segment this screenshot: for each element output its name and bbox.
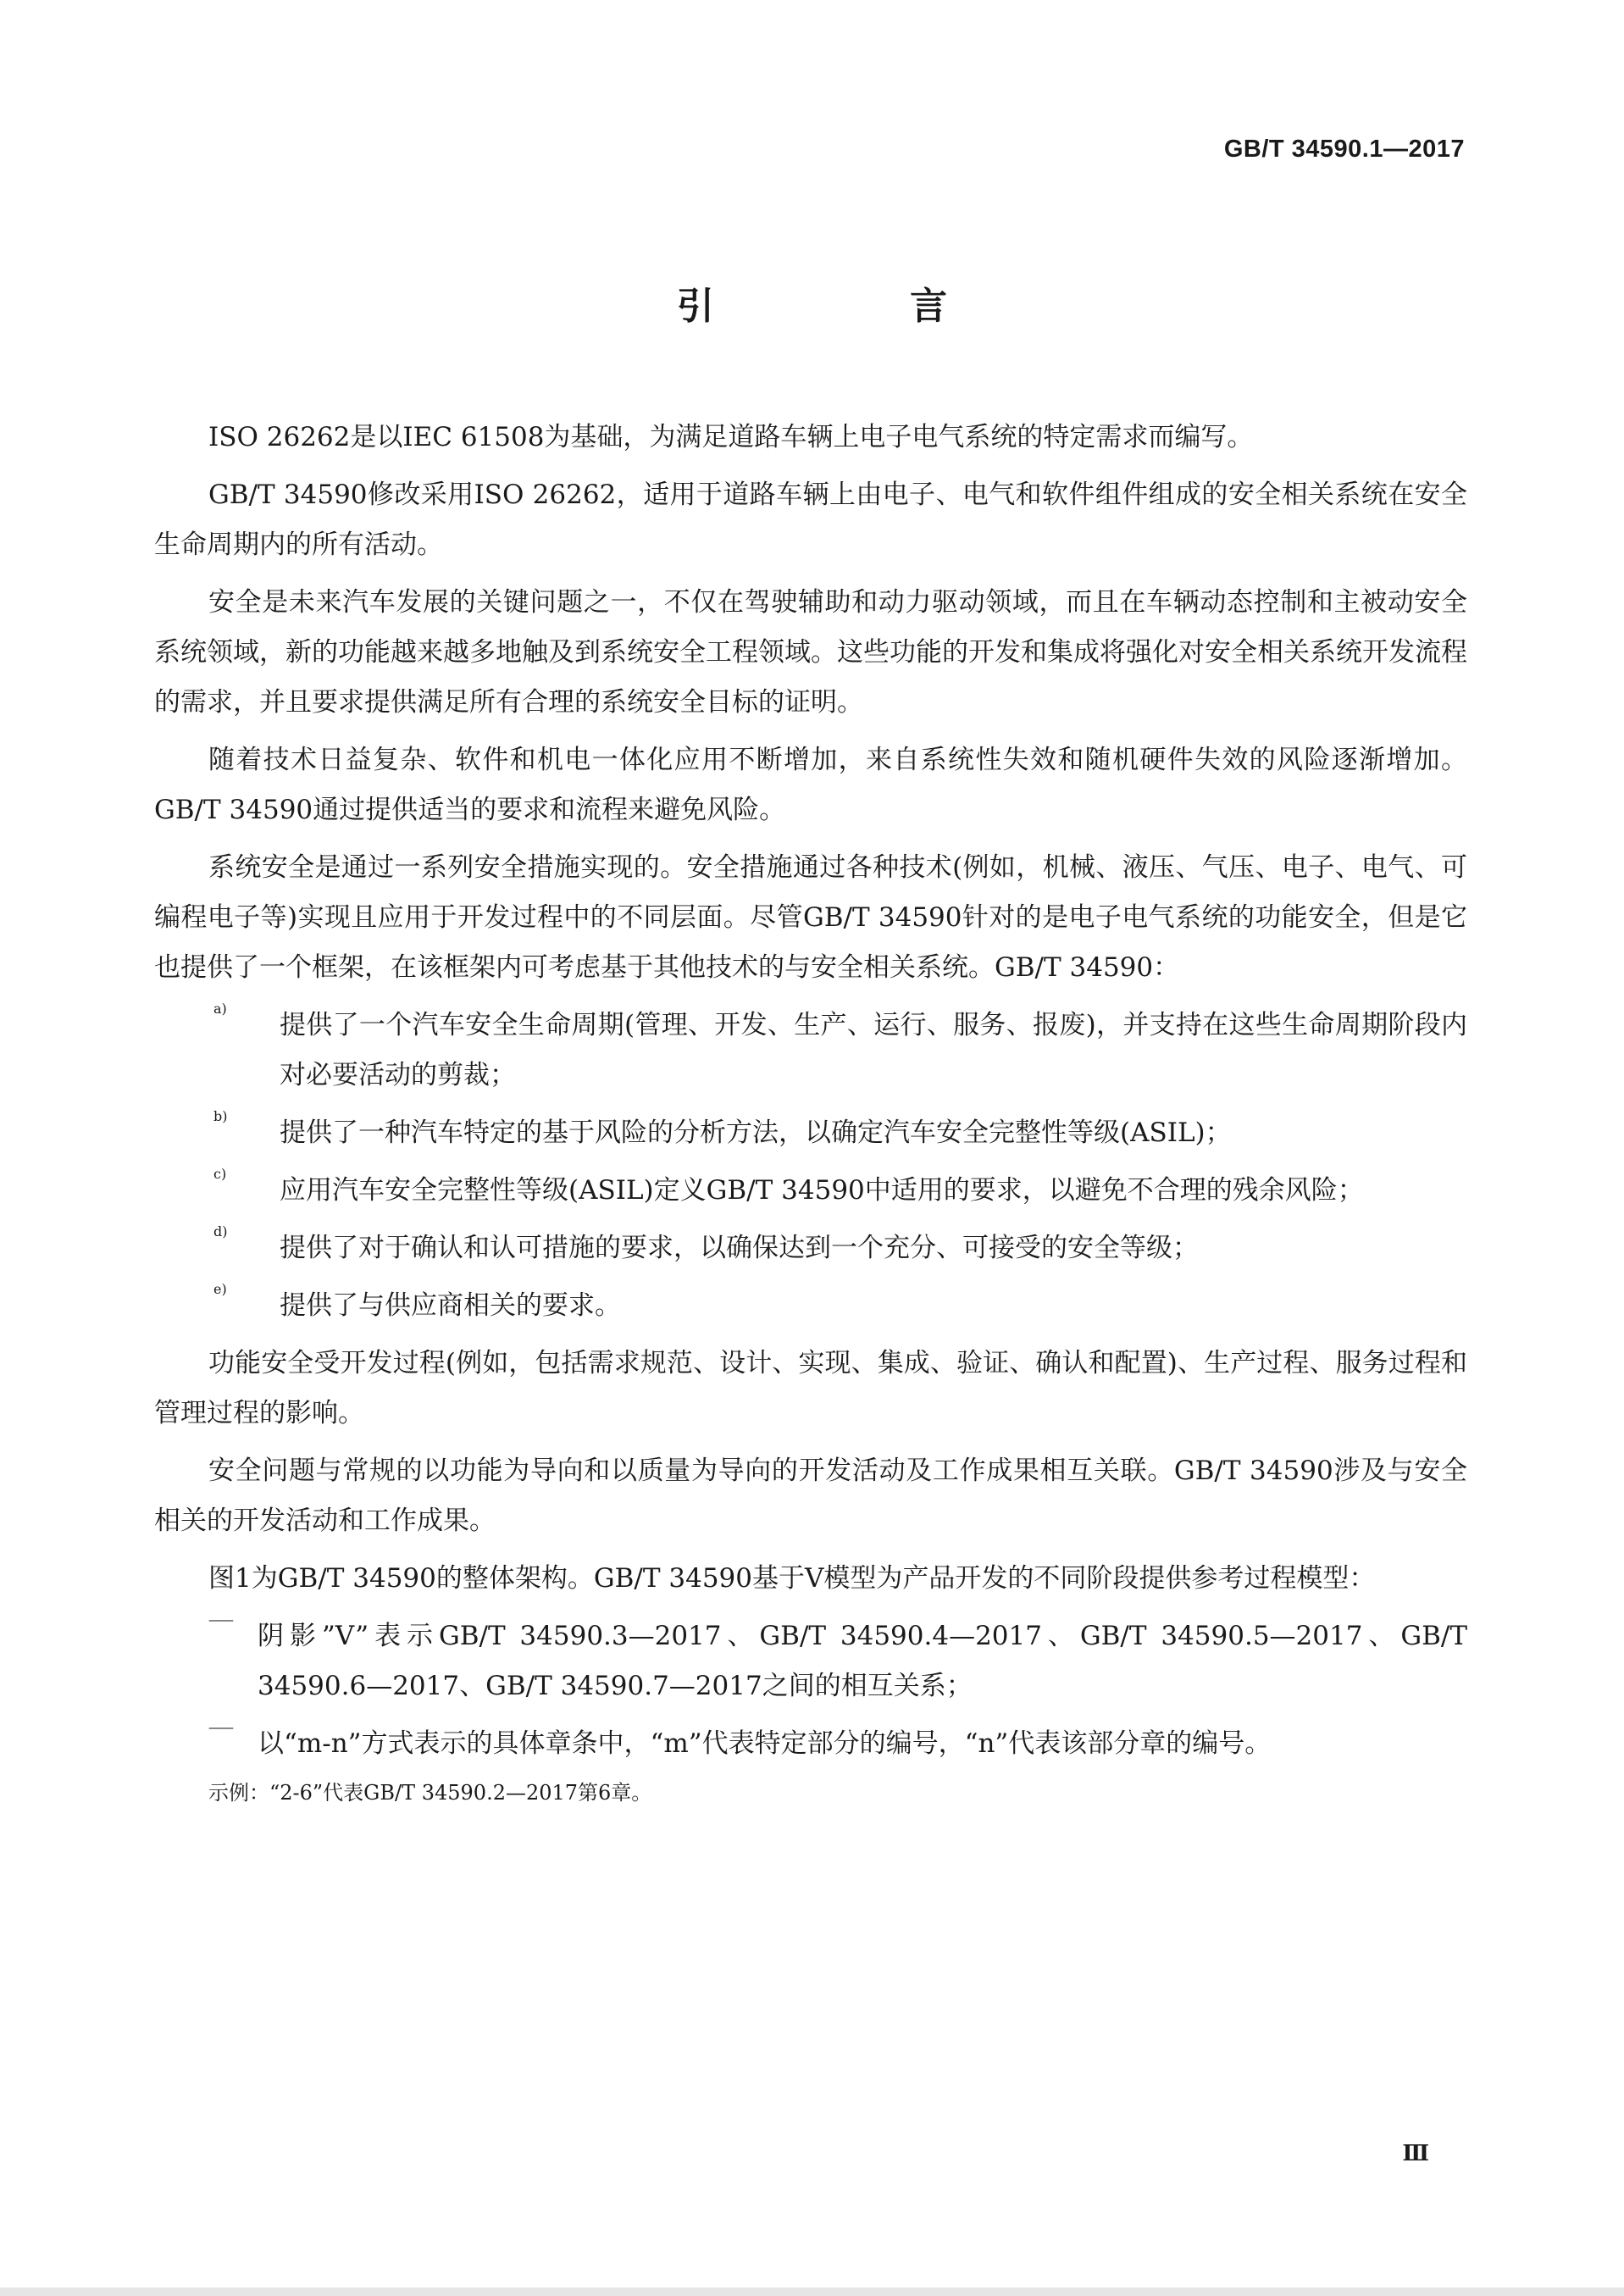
- paragraph-4: 随着技术日益复杂、软件和机电一体化应用不断增加，来自系统性失效和随机硬件失效的风险逐渐增加。GB/T 34590通过提供适当的要求和流程来避免风险。: [154, 745, 1467, 825]
- list-item: [154, 1223, 1467, 1273]
- paragraph-7: 安全问题与常规的以功能为导向和以质量为导向的开发活动及工作成果相互关联。GB/T 34590涉及与安全相关的开发活动和工作成果。: [154, 1456, 1467, 1536]
- dash-item-text: 以“m-n”方式表示的具体章条中，“m”代表特定部分的编号，“n”代表该部分章的编号。: [258, 1728, 1272, 1759]
- list-item-text: 提供了与供应商相关的要求。: [280, 1290, 621, 1321]
- paragraph-3: 安全是未来汽车发展的关键问题之一，不仅在驾驶辅助和动力驱动领域，而且在车辆动态控制和主被动安全系统领域，新的功能越来越多地触及到系统安全工程领域。这些功能的开发和集成将强化对安全相关系统开发流程的需求，并且要求提供满足所有合理的系统安全目标的证明。: [154, 587, 1467, 718]
- paragraph-2: GB/T 34590修改采用ISO 26262，适用于道路车辆上由电子、电气和软件组件组成的安全相关系统在安全生命周期内的所有活动。: [154, 480, 1467, 560]
- dash-mark: ——: [208, 1611, 232, 1628]
- list-item-label: a): [213, 1001, 227, 1017]
- paragraph-1: ISO 26262是以IEC 61508为基础，为满足道路车辆上电子电气系统的特定需求而编写。: [208, 422, 1254, 452]
- scan-edge-divider: [0, 2288, 1624, 2296]
- paragraph-8: 图1为GB/T 34590的整体架构。GB/T 34590基于V模型为产品开发的不同阶段提供参考过程模型：: [208, 1563, 1376, 1594]
- list-item-label: d): [213, 1223, 228, 1240]
- list-item-text: 提供了对于确认和认可措施的要求，以确保达到一个充分、可接受的安全等级；: [280, 1233, 1199, 1263]
- dash-item-text: 阴影”V”表示GB/T 34590.3—2017、GB/T 34590.4—2017、GB/T 34590.5—2017、GB/T 34590.6—2017、GB/T 34590.7—2017之间的相互关系；: [258, 1621, 1467, 1701]
- standard-code: GB/T 34590.1—2017: [1223, 136, 1465, 163]
- list-item-text: 提供了一个汽车安全生命周期(管理、开发、生产、运行、服务、报废)，并支持在这些生命周期阶段内对必要活动的剪裁；: [280, 1010, 1467, 1090]
- list-item-text: 提供了一种汽车特定的基于风险的分析方法，以确定汽车安全完整性等级(ASIL)；: [280, 1117, 1232, 1148]
- paragraph-6: 功能安全受开发过程(例如，包括需求规范、设计、实现、集成、验证、确认和配置)、生产过程、服务过程和管理过程的影响。: [154, 1348, 1467, 1428]
- list-item: [154, 1001, 1467, 1101]
- paragraph-5: 系统安全是通过一系列安全措施实现的。安全措施通过各种技术(例如，机械、液压、气压、电子、电气、可编程电子等)实现且应用于开发过程中的不同层面。尽管GB/T 34590针对的是电子电气系统的功能安全，但是它也提供了一个框架，在该框架内可考虑基于其他技术的与安全相关系统。GB/T 34590：: [154, 852, 1467, 983]
- list-item-text: 应用汽车安全完整性等级(ASIL)定义GB/T 34590中适用的要求，以避免不合理的残余风险；: [280, 1175, 1364, 1206]
- dash-mark: ——: [208, 1719, 232, 1735]
- page-title: 引 言: [676, 285, 1039, 328]
- page-number: Ⅲ: [1402, 2141, 1429, 2166]
- list-item: [154, 1166, 1467, 1216]
- document-body: [154, 413, 1467, 1810]
- list-item-label: e): [213, 1281, 227, 1297]
- dash-item: [154, 1719, 1467, 1769]
- dash-item: [154, 1611, 1467, 1711]
- list-item-label: c): [213, 1166, 227, 1182]
- list-item: [154, 1281, 1467, 1331]
- list-item: [154, 1108, 1467, 1158]
- example-note: 示例：“2-6”代表GB/T 34590.2—2017第6章。: [208, 1781, 652, 1805]
- list-item-label: b): [213, 1108, 228, 1124]
